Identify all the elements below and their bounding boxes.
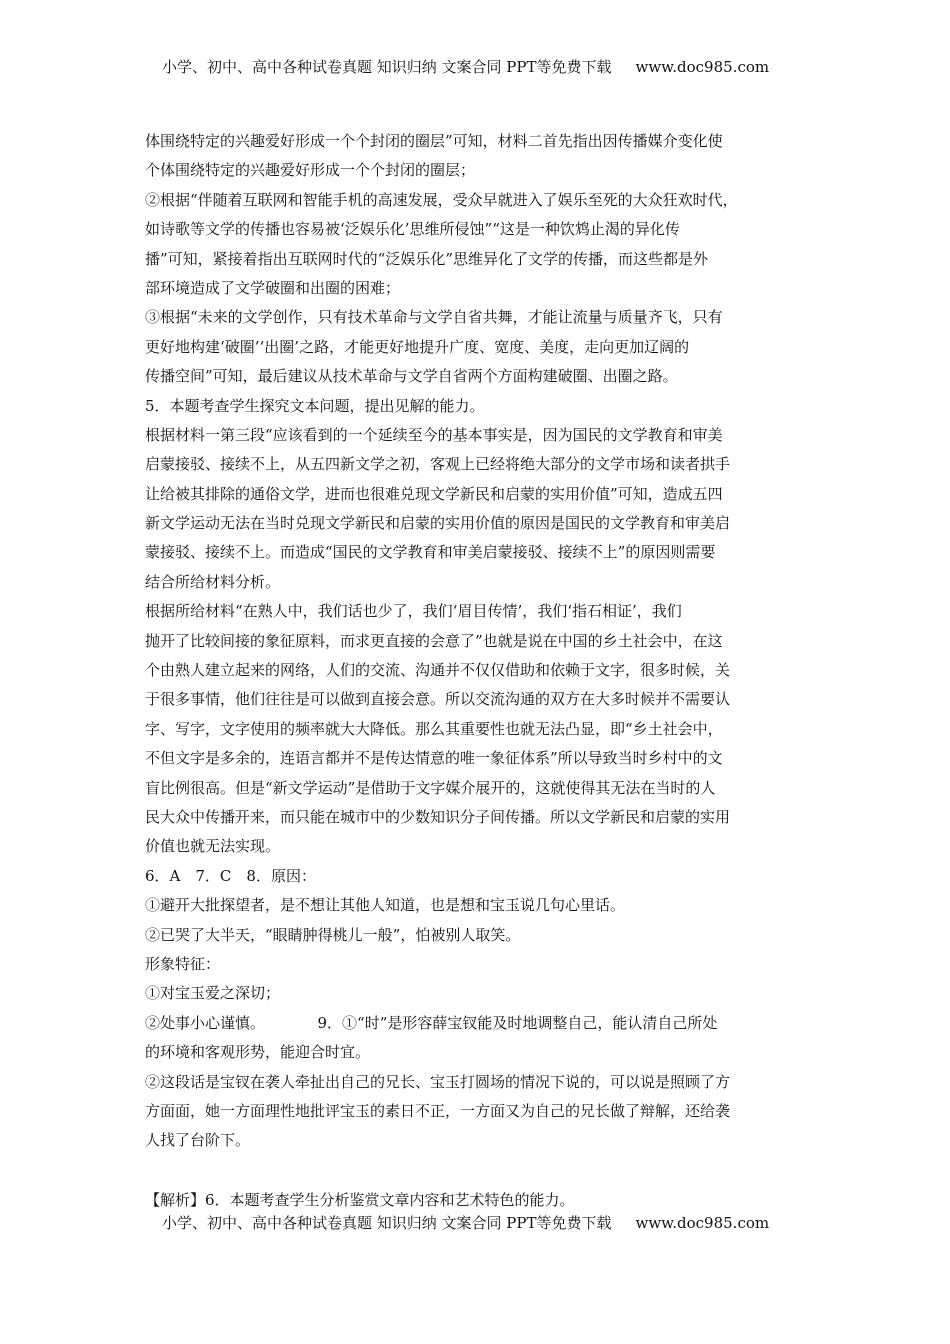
text-line: ②这段话是宝钗在袭人牵扯出自己的兄长、宝玉打圆场的情况下说的，可以说是照顾了方 — [145, 1072, 731, 1091]
text-line: 部环境造成了文学破圈和出圈的困难； — [145, 278, 401, 297]
text-line: 人找了台阶下。 — [145, 1131, 251, 1150]
text-line: 5．本题考查学生探究文本问题，提出见解的能力。 — [145, 396, 485, 415]
text-line: 个由熟人建立起来的网络，人们的交流、沟通并不仅仅借助和依赖于文字，很多时候，关 — [145, 661, 731, 680]
text-line: ①避开大批探望者，是不想让其他人知道，也是想和宝玉说几句心里话。 — [145, 896, 626, 915]
text-line: 新文学运动无法在当时兑现文学新民和启蒙的实用价值的原因是国民的文学教育和审美启 — [145, 514, 731, 533]
text-line: 结合所给材料分析。 — [145, 572, 281, 591]
document-body — [145, 127, 805, 1215]
text-line: ②根据“伴随着互联网和智能手机的高速发展，受众早就进入了娱乐至死的大众狂欢时代， — [145, 190, 738, 209]
text-line: 更好地构建‘破圈’‘出圈’之路，才能更好地提升广度、宽度、美度，走向更加辽阔的 — [145, 337, 690, 356]
text-line: 如诗歌等文学的传播也容易被‘泛娱乐化’思维所侵蚀”“这是一种饮鸩止渴的异化传 — [145, 220, 680, 239]
text-line: 6．A 7．C 8．原因： — [145, 866, 316, 885]
text-line: 根据材料一第三段“应该看到的一个延续至今的基本事实是，因为国民的文学教育和审美 — [145, 425, 723, 444]
text-line: 方面面，她一方面理性地批评宝玉的素日不正，一方面又为自己的兄长做了辩解，还给袭 — [145, 1101, 731, 1120]
header-site-link[interactable]: www.doc985.com — [635, 58, 770, 76]
text-line: 抛开了比较间接的象征原料，而求更直接的会意了”也就是说在中国的乡土社会中，在这 — [145, 631, 723, 650]
text-line: ②已哭了大半天，“眼睛肿得桃儿一般”，怕被别人取笑。 — [145, 925, 521, 944]
text-line: 体围绕特定的兴趣爱好形成一个个封闭的圈层”可知，材料二首先指出因传播媒介变化使 — [145, 132, 723, 150]
text-line: 不但文字是多余的，连语言都并不是传达情意的唯一象征体系”所以导致当时乡村中的文 — [145, 749, 723, 768]
text-line: 个体围绕特定的兴趣爱好形成一个个封闭的圈层； — [145, 161, 476, 180]
header-text: 小学、初中、高中各种试卷真题 知识归纳 文案合同 PPT等免费下载 — [162, 58, 612, 76]
paragraph-gap — [145, 1156, 805, 1186]
text-line: 传播空间”可知，最后建议从技术革命与文学自省两个方面构建破圈、出圈之路。 — [145, 367, 678, 386]
text-line: 于很多事情，他们往往是可以做到直接会意。所以交流沟通的双方在大多时候并不需要认 — [145, 690, 731, 709]
analysis-heading: 【解析】6．本题考查学生分析鉴赏文章内容和艺术特色的能力。 — [145, 1190, 575, 1209]
text-line: 蒙接驳、接续不上。而造成“国民的文学教育和审美启蒙接驳、接续不上”的原因则需要 — [145, 543, 716, 562]
text-line: 播”可知，紧接着指出互联网时代的“泛娱乐化”思维异化了文学的传播，而这些都是外 — [145, 249, 709, 268]
footer-site-link[interactable]: www.doc985.com — [635, 1214, 770, 1232]
text-line: 价值也就无法实现。 — [145, 837, 281, 856]
text-line: ①对宝玉爱之深切； — [145, 984, 281, 1003]
text-line: 民大众中传播开来，而只能在城市中的少数知识分子间传播。所以文学新民和启蒙的实用 — [145, 807, 731, 826]
footer-text: 小学、初中、高中各种试卷真题 知识归纳 文案合同 PPT等免费下载 — [162, 1214, 612, 1232]
text-line: 根据所给材料“在熟人中，我们话也少了，我们‘眉目传情’，我们‘指石相证’，我们 — [145, 602, 682, 621]
text-line: ②处事小心谨慎。 9．①“时”是形容薛宝钗能及时地调整自己，能认清自己所处 — [145, 1013, 718, 1032]
text-line: 形象特征： — [145, 954, 221, 973]
text-line: 启蒙接驳、接续不上，从五四新文学之初，客观上已经将绝大部分的文学市场和读者拱手 — [145, 455, 731, 474]
text-line: 的环境和客观形势，能迎合时宜。 — [145, 1043, 371, 1062]
page-footer — [162, 1213, 822, 1233]
text-line: 让给被其排除的通俗文学，进而也很难兑现文学新民和启蒙的实用价值”可知，造成五四 — [145, 484, 723, 503]
text-line: 盲比例很高。但是“新文学运动”是借助于文字媒介展开的，这就使得其无法在当时的人 — [145, 778, 716, 797]
text-line: 字、写字，文字使用的频率就大大降低。那么其重要性也就无法凸显，即“乡土社会中， — [145, 719, 723, 738]
text-line: ③根据“未来的文学创作，只有技术革命与文学自省共舞，才能让流量与质量齐飞，只有 — [145, 308, 723, 327]
page-header — [162, 57, 822, 77]
